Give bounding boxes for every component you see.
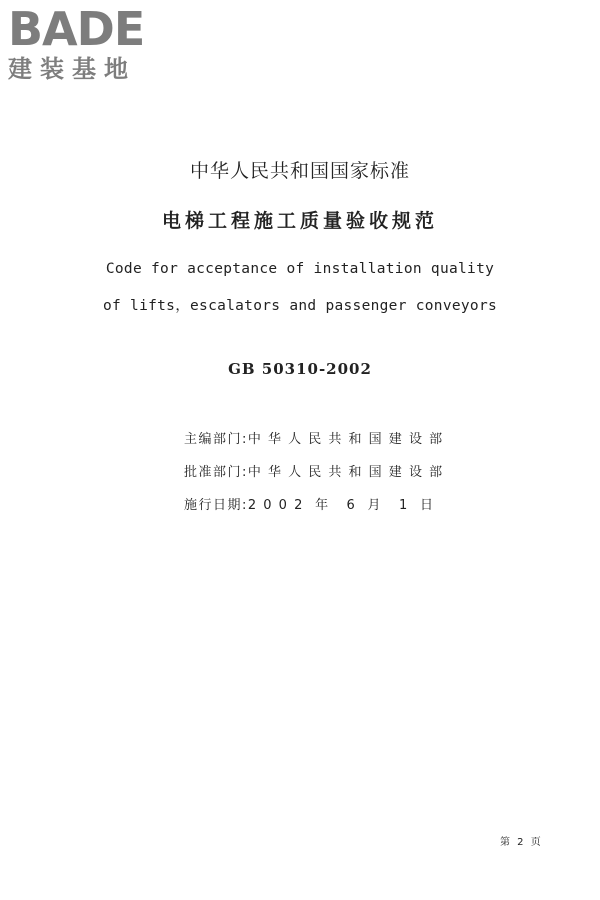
english-title-line-1: Code for acceptance of installation quality xyxy=(105,261,495,277)
effective-date: 施行日期:2 0 0 2 年 6 月 1 日 xyxy=(184,498,435,513)
standard-code: GB 50310-2002 xyxy=(228,360,372,378)
standard-type: 中华人民共和国国家标准 xyxy=(189,160,410,182)
logo-wordmark: BADE xyxy=(8,2,145,56)
chief-editor: 主编部门:中 华 人 民 共 和 国 建 设 部 xyxy=(184,432,444,447)
english-title-line-2: of lifts，escalators and passenger conveyors xyxy=(102,298,498,314)
page-number: 第 2 页 xyxy=(500,837,543,848)
logo-subtitle: 建装基地 xyxy=(8,55,136,83)
document-title: 电梯工程施工质量验收规范 xyxy=(161,210,438,232)
approved-by: 批准部门:中 华 人 民 共 和 国 建 设 部 xyxy=(184,465,444,480)
bade-logo xyxy=(8,2,178,86)
